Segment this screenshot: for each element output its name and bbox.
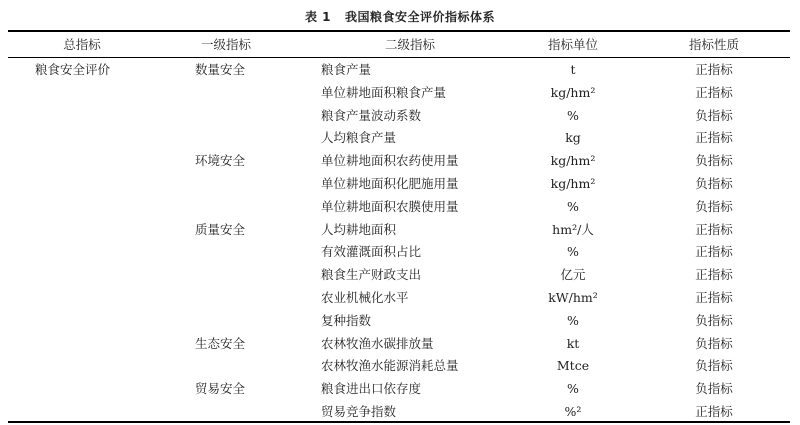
cell-second-level: 粮食产量 bbox=[321, 62, 372, 77]
cell-second-level: 单位耕地面积化肥施用量 bbox=[321, 176, 459, 191]
header-nature: 指标性质 bbox=[688, 37, 739, 52]
cell-unit: kg/hm² bbox=[550, 153, 596, 169]
cell-nature: 负指标 bbox=[695, 176, 733, 191]
cell-nature: 负指标 bbox=[695, 153, 733, 169]
cell-second-level: 复种指数 bbox=[321, 312, 372, 328]
table-row bbox=[0, 309, 800, 332]
header-second-level: 二级指标 bbox=[384, 37, 435, 52]
cell-unit: % bbox=[567, 107, 579, 123]
cell-unit: kg bbox=[565, 130, 581, 146]
cell-second-level: 贸易竞争指数 bbox=[321, 404, 397, 419]
cell-unit: kg/hm² bbox=[550, 84, 596, 100]
cell-second-level: 人均粮食产量 bbox=[321, 130, 397, 146]
header-first-level: 一级指标 bbox=[200, 37, 251, 52]
cell-first-level: 生态安全 bbox=[195, 335, 246, 351]
cell-second-level: 粮食生产财政支出 bbox=[321, 267, 422, 283]
table-row bbox=[0, 400, 800, 423]
table-row bbox=[0, 332, 800, 355]
cell-unit: % bbox=[567, 381, 579, 397]
cell-unit: % bbox=[567, 312, 579, 328]
cell-nature: 正指标 bbox=[695, 404, 733, 419]
top-rule bbox=[8, 30, 790, 32]
cell-unit: % bbox=[567, 198, 579, 214]
table-header-row bbox=[0, 33, 800, 56]
cell-nature: 负指标 bbox=[695, 198, 733, 214]
cell-nature: 负指标 bbox=[695, 107, 733, 123]
cell-nature: 负指标 bbox=[695, 358, 733, 374]
cell-second-level: 农林牧渔水碳排放量 bbox=[321, 335, 434, 351]
cell-nature: 正指标 bbox=[695, 84, 733, 100]
table-row bbox=[0, 218, 800, 241]
table-row bbox=[0, 172, 800, 195]
cell-nature: 负指标 bbox=[695, 381, 733, 397]
cell-second-level: 粮食产量波动系数 bbox=[321, 107, 422, 123]
table-row bbox=[0, 377, 800, 400]
cell-nature: 负指标 bbox=[695, 312, 733, 328]
table-row bbox=[0, 354, 800, 377]
cell-unit: kW/hm² bbox=[548, 290, 598, 305]
bottom-rule bbox=[8, 421, 790, 423]
cell-second-level: 有效灌溉面积占比 bbox=[321, 244, 422, 260]
cell-second-level: 粮食进出口依存度 bbox=[321, 381, 422, 397]
cell-unit: % bbox=[567, 244, 579, 260]
table-row bbox=[0, 104, 800, 127]
cell-nature: 正指标 bbox=[695, 62, 733, 77]
table-row bbox=[0, 126, 800, 149]
cell-nature: 正指标 bbox=[695, 267, 733, 283]
table-caption bbox=[0, 8, 800, 25]
table-row bbox=[0, 240, 800, 263]
header-total-indicator: 总指标 bbox=[63, 37, 101, 52]
cell-first-level: 贸易安全 bbox=[195, 381, 246, 397]
cell-total-indicator: 粮食安全评价 bbox=[35, 62, 111, 77]
table-number: 表 1 bbox=[304, 10, 331, 24]
cell-unit: %² bbox=[564, 404, 582, 419]
cell-nature: 正指标 bbox=[695, 221, 733, 237]
table-row bbox=[0, 263, 800, 286]
cell-first-level: 质量安全 bbox=[195, 221, 246, 237]
cell-unit: kt bbox=[566, 335, 580, 351]
header-unit: 指标单位 bbox=[547, 37, 598, 52]
cell-first-level: 环境安全 bbox=[195, 153, 246, 169]
cell-unit: kg/hm² bbox=[550, 176, 596, 191]
cell-nature: 正指标 bbox=[695, 244, 733, 260]
cell-second-level: 单位耕地面积农膜使用量 bbox=[321, 198, 459, 214]
cell-second-level: 单位耕地面积农药使用量 bbox=[321, 153, 459, 169]
cell-unit: 亿元 bbox=[560, 267, 586, 283]
cell-unit: t bbox=[570, 62, 576, 77]
table-row bbox=[0, 149, 800, 172]
cell-second-level: 人均耕地面积 bbox=[321, 221, 397, 237]
table-row bbox=[0, 286, 800, 309]
cell-second-level: 农业机械化水平 bbox=[321, 290, 409, 305]
table-row bbox=[0, 81, 800, 104]
cell-nature: 正指标 bbox=[695, 130, 733, 146]
cell-unit: Mtce bbox=[556, 358, 590, 374]
table-title: 我国粮食安全评价指标体系 bbox=[345, 10, 496, 24]
table-row bbox=[0, 195, 800, 218]
cell-nature: 正指标 bbox=[695, 290, 733, 305]
cell-second-level: 单位耕地面积粮食产量 bbox=[321, 84, 447, 100]
cell-nature: 负指标 bbox=[695, 335, 733, 351]
table-row bbox=[0, 58, 800, 81]
cell-first-level: 数量安全 bbox=[195, 62, 246, 77]
cell-second-level: 农林牧渔水能源消耗总量 bbox=[321, 358, 459, 374]
cell-unit: hm²/人 bbox=[552, 221, 594, 237]
